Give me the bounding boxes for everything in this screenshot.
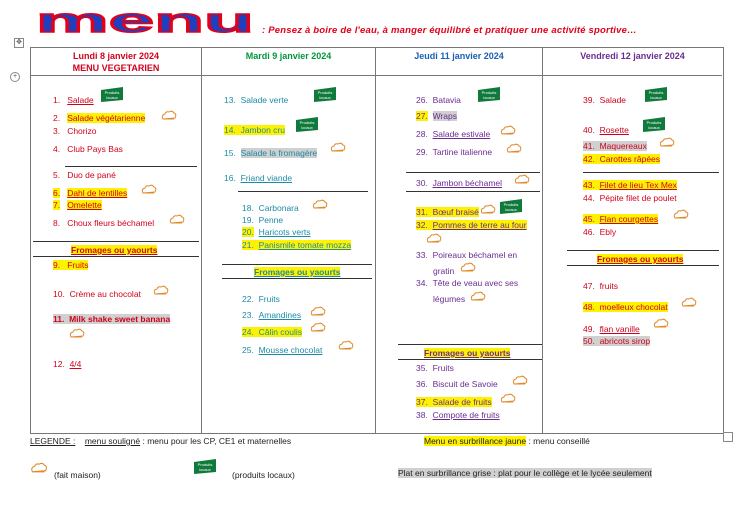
svg-text:locaux: locaux [505,207,517,212]
divider [222,278,372,279]
menu-item: 32. Pommes de terre au four [416,220,527,230]
menu-item: 19. Penne [242,215,284,225]
homemade-icon [69,328,85,339]
svg-text:locaux: locaux [648,125,660,130]
menu-item: 49. flan vanille [583,324,640,334]
menu-item: 26. Batavia [416,95,461,105]
menu-item: 46. Ebly [583,227,617,237]
menu-item: 31. Bœuf braisé [416,207,479,217]
section-title: Fromages ou yaourts [254,267,341,277]
menu-item-continued: légumes [433,294,466,304]
homemade-icon [310,322,326,333]
homemade-icon [500,125,516,136]
menu-item: 21. Panismile tomate mozza [242,240,352,250]
menu-item: 41. Maquereaux [583,141,647,151]
svg-text:Produits: Produits [646,120,662,125]
menu-item: 30. Jambon béchamel [416,178,503,188]
column-friday [543,48,722,433]
local-products-legend-icon [192,458,218,475]
menu-item: 36. Biscuit de Savoie [416,379,498,389]
menu-item: 48. moelleux chocolat [583,302,668,312]
menu-item: 25. Mousse chocolat [242,345,323,355]
slogan: : Pensez à boire de l'eau, à manger équilibré et pratiquer une activité sportive… [262,25,637,36]
svg-text:locaux: locaux [483,95,495,100]
legend-yellow: Menu en surbrillance jaune : menu conseillé [424,436,590,446]
add-row-icon[interactable]: + [10,72,20,82]
homemade-icon [153,285,169,296]
menu-item: 40. Rosette [583,125,629,135]
menu-item: 15. Salade la fromagère [224,148,318,158]
legend-underline: LEGENDE : menu souligné : menu pour les CP, CE1 et maternelles [30,436,292,446]
homemade-icon [338,340,354,351]
legend-grey: Plat en surbrillance grise : plat pour le collège et le lycée seulement [398,468,652,478]
menu-item: 14. Jambon cru [224,125,285,135]
menu-item: 38. Compote de fruits [416,410,500,420]
menu-item: 23. Amandines [242,310,302,320]
section-title: Fromages ou yaourts [424,348,511,358]
homemade-icon [169,214,185,225]
menu-item: 50. abricots sirop [583,336,651,346]
svg-text:Produits: Produits [481,90,497,95]
homemade-legend-icon [30,462,48,474]
menu-item: 7. Omelette [53,200,102,210]
svg-text:locaux: locaux [199,467,211,472]
svg-text:locaux: locaux [319,95,331,100]
svg-text:Produits: Produits [317,90,333,95]
table-resize-handle[interactable] [723,432,733,442]
menu-item: 11. Milk shake sweet banana [53,314,171,324]
menu-item: 18. Carbonara [242,203,299,213]
menu-item: 35. Fruits [416,363,454,373]
divider [406,191,540,192]
local-products-badge-icon [641,116,667,133]
menu-item: 24. Câlin coulis [242,327,303,337]
svg-text:Produits: Produits [503,202,519,207]
day-header-monday: Lundi 8 janvier 2024 MENU VEGETARIEN [31,48,201,76]
menu-table [30,47,724,434]
homemade-icon [514,174,530,185]
svg-text:Produits: Produits [299,120,315,125]
menu-item: 9. Fruits [53,260,89,270]
menu-item: 37. Salade de fruits [416,397,492,407]
homemade-icon [161,110,177,121]
homemade-icon [141,184,157,195]
homemade-icon [673,209,689,220]
menu-item: 1. Salade [53,95,94,105]
menu-item: 39. Salade [583,95,627,105]
svg-text:Produits: Produits [104,90,120,95]
menu-item: 34. Tête de veau avec ses [416,278,519,288]
divider [567,265,719,266]
menu-item: 43. Filet de lieu Tex Mex [583,180,677,190]
homemade-icon [330,142,346,153]
menu-item: 8. Choux fleurs béchamel [53,218,155,228]
divider [583,172,719,173]
local-products-badge-icon [643,86,669,103]
svg-text:Produits: Produits [648,90,664,95]
menu-item: 22. Fruits [242,294,280,304]
day-header-thursday: Jeudi 11 janvier 2024 [376,48,542,76]
menu-item: 4. Club Pays Bas [53,144,123,154]
local-products-badge-icon [476,86,502,103]
homemade-icon [500,393,516,404]
divider [398,344,542,345]
menu-item: 6. Dahl de lentilles [53,188,128,198]
column-tuesday [202,48,376,433]
menu-item: 33. Poireaux béchamel en [416,250,518,260]
menu-item: 47. fruits [583,281,618,291]
local-products-badge-icon [294,116,320,133]
homemade-icon [426,233,442,244]
homemade-icon [470,291,486,302]
svg-text:locaux: locaux [301,125,313,130]
homemade-icon [659,137,675,148]
legend-homemade: (fait maison) [54,470,101,480]
homemade-icon [681,297,697,308]
divider [238,191,368,192]
menu-item: 27. Wraps [416,111,457,121]
section-title: Fromages ou yaourts [71,245,158,255]
svg-text:locaux: locaux [106,95,118,100]
menu-item: 29. Tartine italienne [416,147,493,157]
menu-item: 13. Salade verte [224,95,289,105]
move-handle-icon[interactable]: ✥ [14,38,24,48]
svg-text:Produits: Produits [197,462,213,467]
menu-title-logo [34,6,256,36]
divider [65,166,197,167]
homemade-icon [506,143,522,154]
local-products-badge-icon [99,86,125,103]
divider [33,241,199,242]
day-header-friday: Vendredi 12 janvier 2024 [543,48,722,76]
divider [567,250,719,251]
svg-text:locaux: locaux [650,95,662,100]
menu-item: 2. Salade végétarienne [53,113,146,123]
legend-local: (produits locaux) [232,470,295,480]
menu-item: 10. Crème au chocolat [53,289,141,299]
divider [398,359,542,360]
homemade-icon [312,199,328,210]
menu-item: 16. Friand viande [224,173,293,183]
menu-item: 12. 4/4 [53,359,82,369]
homemade-icon [310,306,326,317]
menu-item: 45. Flan courgettes [583,214,659,224]
divider [222,264,372,265]
svg-text:menu: menu [36,6,254,36]
menu-item-continued: gratin [433,266,455,276]
column-monday [31,48,202,433]
divider [33,256,199,257]
local-products-badge-icon [498,198,524,215]
menu-item: 5. Duo de pané [53,170,116,180]
homemade-icon [653,318,669,329]
homemade-icon [512,375,528,386]
menu-item: 42. Carottes râpées [583,154,661,164]
day-header-tuesday: Mardi 9 janvier 2024 [202,48,375,76]
section-title: Fromages ou yaourts [597,254,684,264]
menu-item: 44. Pépite filet de poulet [583,193,677,203]
menu-item: 28. Salade estivale [416,129,491,139]
divider [406,172,540,173]
homemade-icon [480,204,496,215]
menu-item: 3. Chorizo [53,126,97,136]
column-thursday [376,48,543,433]
homemade-icon [460,262,476,273]
local-products-badge-icon [312,86,338,103]
menu-item: 20. Haricots verts [242,227,311,237]
